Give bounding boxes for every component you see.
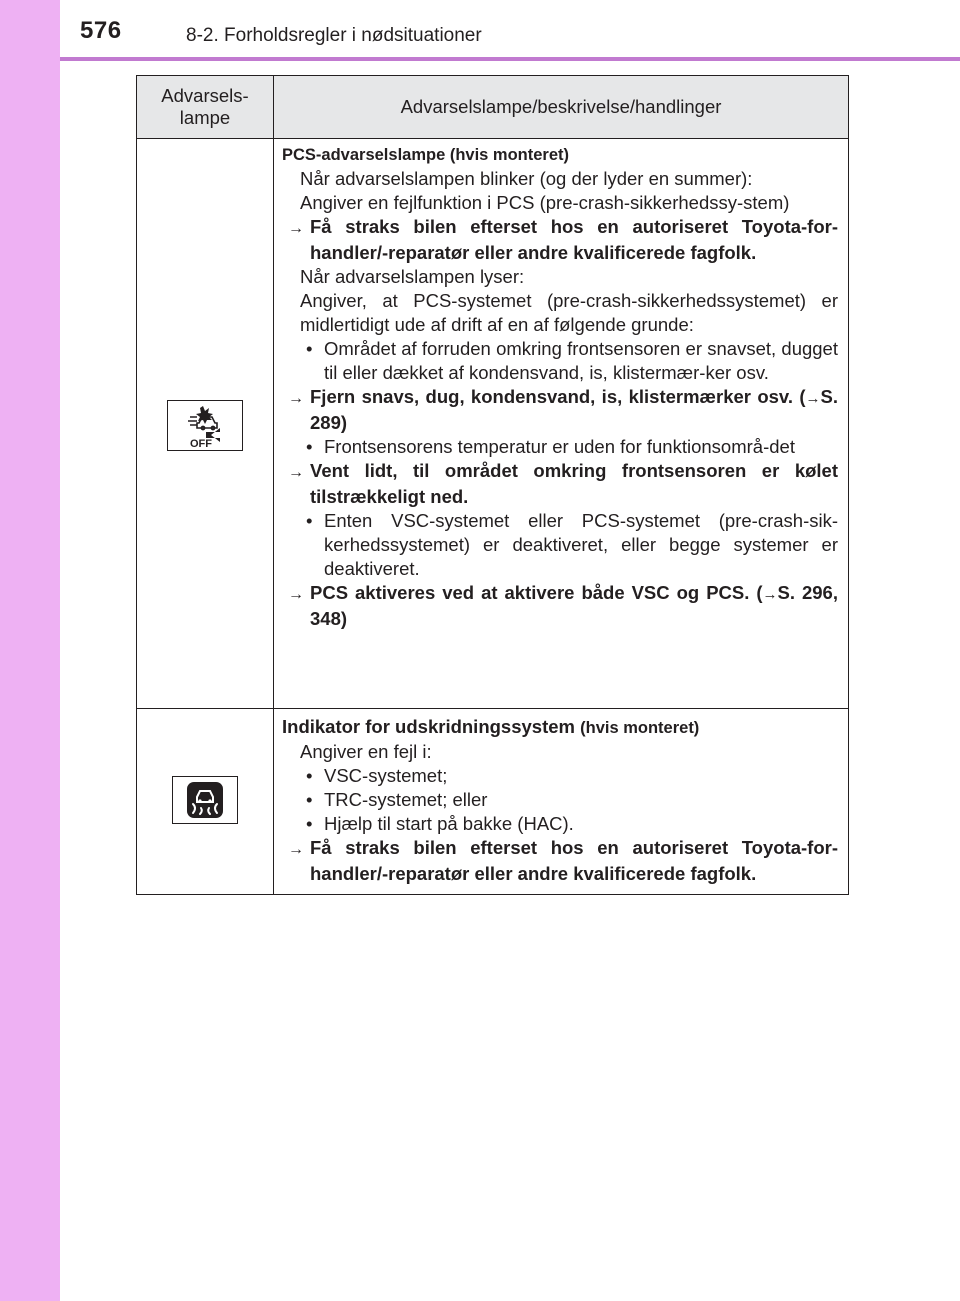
page-ref-link[interactable]: S. 289): [310, 386, 838, 433]
bullet-text: TRC-systemet; eller: [324, 789, 488, 810]
action-item: [282, 459, 838, 509]
bullet-icon: •: [306, 813, 313, 834]
arrow-icon: →: [288, 841, 304, 858]
bullet-icon: •: [306, 765, 313, 786]
bullet-icon: •: [306, 510, 313, 531]
icon-cell: [137, 139, 274, 709]
description-cell: [274, 709, 849, 895]
description-cell: [274, 139, 849, 709]
bullet-item: [282, 764, 838, 788]
bullet-icon: •: [306, 436, 313, 457]
row-title-text: Indikator for udskridningssystem: [282, 716, 575, 737]
bullet-icon: •: [306, 789, 313, 810]
action-item: [282, 385, 838, 435]
side-margin-band: [0, 0, 60, 1301]
warning-lamp-table: [136, 75, 849, 895]
arrow-icon: →: [762, 586, 778, 603]
action-item: [282, 836, 838, 886]
table-row: [137, 139, 849, 709]
bullet-text: Hjælp til start på bakke (HAC).: [324, 813, 574, 834]
icon-off-label: OFF: [190, 438, 212, 450]
action-text: Vent lidt, til området omkring frontsensoren er kølet tilstrækkeligt ned.: [310, 460, 838, 507]
arrow-icon: →: [288, 464, 304, 481]
para-text: Når advarselslampen lyser:: [300, 266, 525, 287]
bullet-text: VSC-systemet;: [324, 765, 448, 786]
arrow-icon: →: [805, 390, 821, 407]
para-text: Angiver en fejlfunktion i PCS (pre-crash-sikkerhedssy-stem): [300, 192, 790, 213]
page-number: 576: [80, 17, 122, 44]
icon-cell: [137, 709, 274, 895]
action-item: [282, 581, 838, 631]
col-header-description: Advarselslampe/beskrivelse/handlinger: [274, 76, 849, 139]
bullet-item: [282, 337, 838, 385]
bullet-item: [282, 509, 838, 581]
bullet-item: [282, 435, 838, 459]
table-header-row: [137, 76, 849, 139]
page-ref-link[interactable]: S. 296, 348): [310, 582, 838, 629]
bullet-item: [282, 812, 838, 836]
para-text: Når advarselslampen blinker (og der lyder en summer):: [300, 168, 753, 189]
row-title: [282, 715, 838, 740]
action-item: [282, 215, 838, 265]
table-row: [137, 709, 849, 895]
pcs-warning-off-icon: [167, 400, 243, 451]
bullet-text: Frontsensorens temperatur er uden for funktionsområ-det: [324, 436, 795, 457]
action-text: PCS aktiveres ved at aktivere både VSC og PCS. (: [310, 582, 763, 603]
slip-indicator-icon: [172, 776, 238, 824]
para-text: Angiver, at PCS-systemet (pre-crash-sikkerhedssystemet) er midlertidigt ude af drift af en af følgende grunde:: [300, 290, 838, 335]
row-title: PCS-advarselslampe (hvis monteret): [282, 146, 570, 164]
bullet-icon: •: [306, 338, 313, 359]
arrow-icon: →: [288, 390, 304, 407]
action-text: Få straks bilen efterset hos en autoriseret Toyota-for-handler/-reparatør eller andre kvalificerede fagfolk.: [310, 216, 838, 263]
action-text: Fjern snavs, dug, kondensvand, is, klistermærker osv. (: [310, 386, 806, 407]
arrow-icon: →: [288, 220, 304, 237]
bullet-text: Enten VSC-systemet eller PCS-systemet (pre-crash-sik-kerhedssystemet) er deaktiveret, eller begge systemer er deaktiveret.: [324, 510, 838, 579]
row-title-suffix: (hvis monteret): [580, 719, 700, 737]
col-header-lamp: Advarsels- lampe: [137, 76, 274, 139]
action-text: Få straks bilen efterset hos en autoriseret Toyota-for-handler/-reparatør eller andre kvalificerede fagfolk.: [310, 837, 838, 884]
section-title: 8-2. Forholdsregler i nødsituationer: [186, 25, 482, 46]
bullet-text: Området af forruden omkring frontsensoren er snavset, dugget til eller dækket af kondensvand, is, klistermær-ker osv.: [324, 338, 838, 383]
para-text: Angiver en fejl i:: [300, 741, 432, 762]
bullet-item: [282, 788, 838, 812]
header-rule: [60, 57, 960, 61]
arrow-icon: →: [288, 586, 304, 603]
